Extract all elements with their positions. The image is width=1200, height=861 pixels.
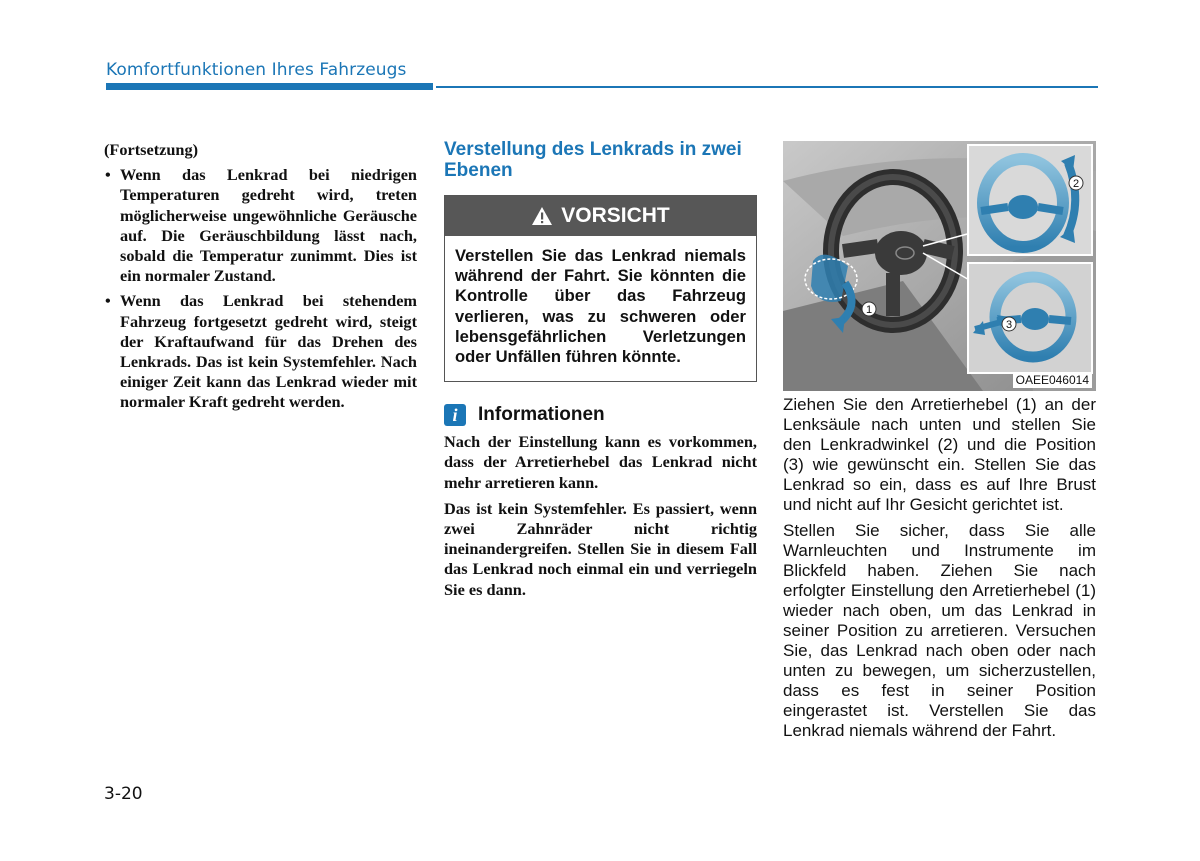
caution-header	[445, 196, 756, 236]
caution-text: Verstellen Sie das Lenkrad niemals während der Fahrt. Sie könnten die Kontrolle über das Fahrzeug verlieren, was zu schweren oder lebensgefährlichen Verletzungen oder Unfällen führen könnte.	[455, 246, 746, 367]
list-item	[104, 165, 417, 286]
list-item	[104, 291, 417, 412]
header-rule-thin	[436, 86, 1098, 88]
list-item-text: Wenn das Lenkrad bei stehendem Fahrzeug fortgesetzt gedreht wird, steigt der Kraftaufwand für das Drehen des Lenkrads. Das ist kein Systemfehler. Nach einiger Zeit kann das Lenkrad wieder mit normaler Kraft gedreht werden.	[120, 291, 417, 412]
info-body	[444, 432, 757, 600]
steering-adjustment-illustration-icon	[783, 141, 1096, 391]
callout-1-label: 1	[865, 304, 873, 316]
info-paragraph: Das ist kein Systemfehler. Es passiert, wenn zwei Zahnräder nicht richtig ineinandergreifen. Stellen Sie in diesem Fall das Lenkrad noch einmal ein und verriegeln Sie es dann.	[444, 498, 757, 599]
info-header	[444, 404, 757, 426]
steering-wheel-figure	[783, 141, 1096, 391]
info-paragraph: Nach der Einstellung kann es vorkommen, dass der Arretierhebel das Lenkrad nicht mehr arretieren kann.	[444, 432, 757, 492]
body-paragraph: Stellen Sie sicher, dass Sie alle Warnleuchten und Instrumente im Blickfeld haben. Ziehen Sie nach erfolgter Einstellung den Arretierhebel (1) wieder nach oben, um das Lenkrad in seiner Position zu arretieren. Versuchen Sie, das Lenkrad nach oben oder nach unten zu bewegen, um sicherzustellen, dass es fest in seiner Position eingerastet ist. Verstellen Sie das Lenkrad niemals während der Fahrt.	[783, 521, 1096, 740]
bullet-icon: •	[105, 165, 111, 185]
bullet-icon: •	[105, 291, 111, 311]
caution-box	[444, 195, 757, 382]
continuation-label: (Fortsetzung)	[104, 140, 199, 159]
column-1	[104, 140, 417, 418]
figure-code: OAEE046014	[1013, 372, 1092, 388]
caution-label: VORSICHT	[561, 204, 670, 227]
column-2	[444, 139, 757, 606]
warning-triangle-icon	[531, 206, 553, 226]
callout-3-label: 3	[1005, 319, 1013, 331]
info-label: Informationen	[478, 404, 605, 426]
list-item-text: Wenn das Lenkrad bei niedrigen Temperaturen gedreht wird, treten möglicherweise ungewöhnliche Geräusche auf. Die Geräuschbildung lässt nach, sobald die Temperatur zunimmt. Dies ist ein normaler Zustand.	[120, 165, 417, 286]
header-rule-thick	[106, 83, 433, 90]
info-icon: i	[444, 404, 466, 426]
callout-2-label: 2	[1072, 178, 1080, 190]
column-3-text	[783, 395, 1096, 747]
bullet-list	[104, 165, 417, 412]
body-paragraph: Ziehen Sie den Arretierhebel (1) an der Lenksäule nach unten und stellen Sie den Lenkradwinkel (2) und die Position (3) wie gewünscht ein. Stellen Sie das Lenkrad so ein, dass es auf Ihre Brust und nicht auf Ihr Gesicht gerichtet ist.	[783, 395, 1096, 514]
section-header-title: Komfortfunktionen Ihres Fahrzeugs	[106, 60, 407, 80]
page-number: 3-20	[104, 784, 143, 804]
section-title: Verstellung des Lenkrads in zwei Ebenen	[444, 139, 742, 181]
